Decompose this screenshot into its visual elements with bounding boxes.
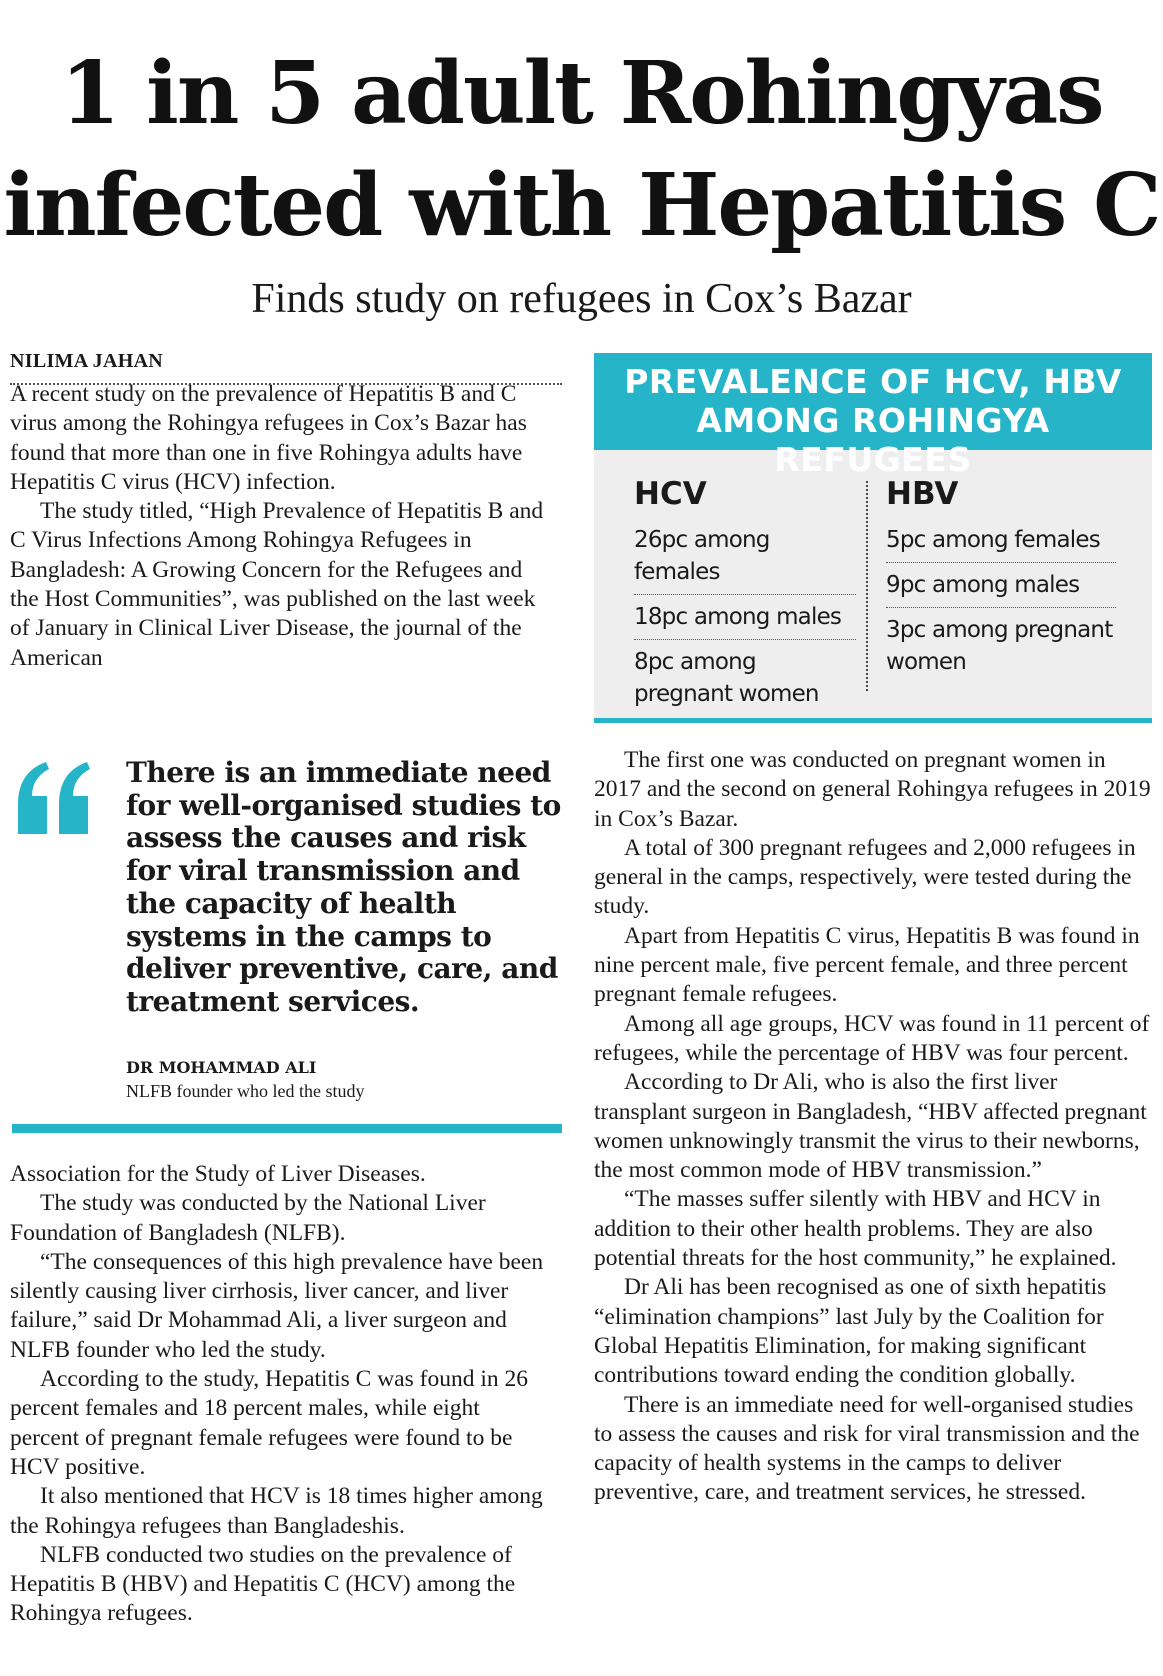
hcv-item: 18pc among males [634, 599, 856, 640]
paragraph: There is an immediate need for well-organised studies to assess the causes and risk for viral transmission and the capacity of health systems in the camps to deliver preventive, care, and treatment services, he stressed. [594, 1391, 1140, 1506]
info-box-title-line-1: PREVALENCE OF HCV, HBV [624, 362, 1122, 401]
info-box [594, 353, 1152, 723]
paragraph: “The masses suffer silently with HBV and HCV in addition to their other health problems. They are also potential threats for the host community,” he explained. [594, 1186, 1117, 1272]
paragraph: Association for the Study of Liver Diseases. [10, 1161, 426, 1187]
hbv-item: 9pc among males [886, 567, 1116, 608]
quote-mark-icon [14, 758, 94, 838]
paragraph: A total of 300 pregnant refugees and 2,000 refugees in general in the camps, respectively, were tested during the study. [594, 834, 1136, 920]
paragraph: NLFB conducted two studies on the prevalence of Hepatitis B (HBV) and Hepatitis C (HCV) among the Rohingya refugees. [10, 1541, 516, 1627]
pull-quote-role: NLFB founder who led the study [126, 1081, 365, 1101]
divider [12, 1124, 562, 1133]
headline [0, 38, 1163, 262]
paragraph: The study was conducted by the National Liver Foundation of Bangladesh (NLFB). [10, 1190, 486, 1246]
hbv-label: HBV [886, 476, 959, 512]
info-box-title-line-2: AMONG ROHINGYA REFUGEES [696, 401, 1050, 479]
body-right [594, 746, 1154, 1508]
hcv-item: 8pc among pregnant women [634, 649, 819, 707]
paragraph: The study titled, “High Prevalence of Hepatitis B and C Virus Infections Among Rohingya Refugees in Bangladesh: A Growing Concern for the Refugees and the Host Communities”, was published on the last week of January in Clinical Liver Disease, the journal of the American [10, 498, 544, 671]
byline: NILIMA JAHAN [10, 350, 562, 385]
hbv-item: 5pc among females [886, 522, 1116, 563]
info-box-divider [866, 481, 868, 691]
paragraph: According to the study, Hepatitis C was found in 26 percent females and 18 percent males, while eight percent of pregnant female refugees were found to be HCV positive. [10, 1366, 528, 1480]
paragraph: Among all age groups, HCV was found in 11 percent of refugees, while the percentage of HBV was four percent. [594, 1010, 1150, 1066]
hbv-column [886, 474, 1116, 688]
body-left-top [10, 380, 550, 673]
paragraph: The first one was conducted on pregnant women in 2017 and the second on general Rohingya refugees in 2019 in Cox’s Bazar. [594, 747, 1151, 832]
hcv-label: HCV [634, 476, 707, 512]
paragraph: It also mentioned that HCV is 18 times higher among the Rohingya refugees than Bangladeshis. [10, 1483, 543, 1539]
paragraph: Dr Ali has been recognised as one of sixth hepatitis “elimination champions” last July by the Coalition for Global Hepatitis Elimination, for making significant contributions toward ending the condition globally. [594, 1274, 1107, 1389]
paragraph: “The consequences of this high prevalence have been silently causing liver cirrhosis, liver cancer, and liver failure,” said Dr Mohammad Ali, a liver surgeon and NLFB founder who led the study. [10, 1248, 544, 1363]
headline-line-2: infected with Hepatitis C [3, 155, 1160, 256]
subheadline: Finds study on refugees in Cox’s Bazar [251, 276, 912, 322]
headline-line-1: 1 in 5 adult Rohingyas [60, 43, 1103, 144]
hcv-item: 26pc among females [634, 522, 856, 595]
body-left-bottom [10, 1160, 550, 1629]
hcv-column [634, 474, 856, 720]
info-box-title [594, 353, 1152, 479]
pull-quote: There is an immediate need for well-organised studies to assess the causes and risk for viral transmission and the capacity of health systems in the camps to deliver preventive, care, and treatment services. [126, 756, 561, 1018]
pull-quote-author: DR MOHAMMAD ALI [126, 1058, 317, 1077]
paragraph: According to Dr Ali, who is also the first liver transplant surgeon in Bangladesh, “HBV affected pregnant women unknowingly transmit the virus to their newborns, the most common mode of HBV transmission.” [594, 1069, 1147, 1184]
paragraph: A recent study on the prevalence of Hepatitis B and C virus among the Rohingya refugees in Cox’s Bazar has found that more than one in five Rohingya adults have Hepatitis C virus (HCV) infection. [10, 381, 527, 495]
paragraph: Apart from Hepatitis C virus, Hepatitis B was found in nine percent male, five percent female, and three percent pregnant female refugees. [594, 922, 1140, 1008]
hbv-item: 3pc among pregnant women [886, 617, 1113, 675]
